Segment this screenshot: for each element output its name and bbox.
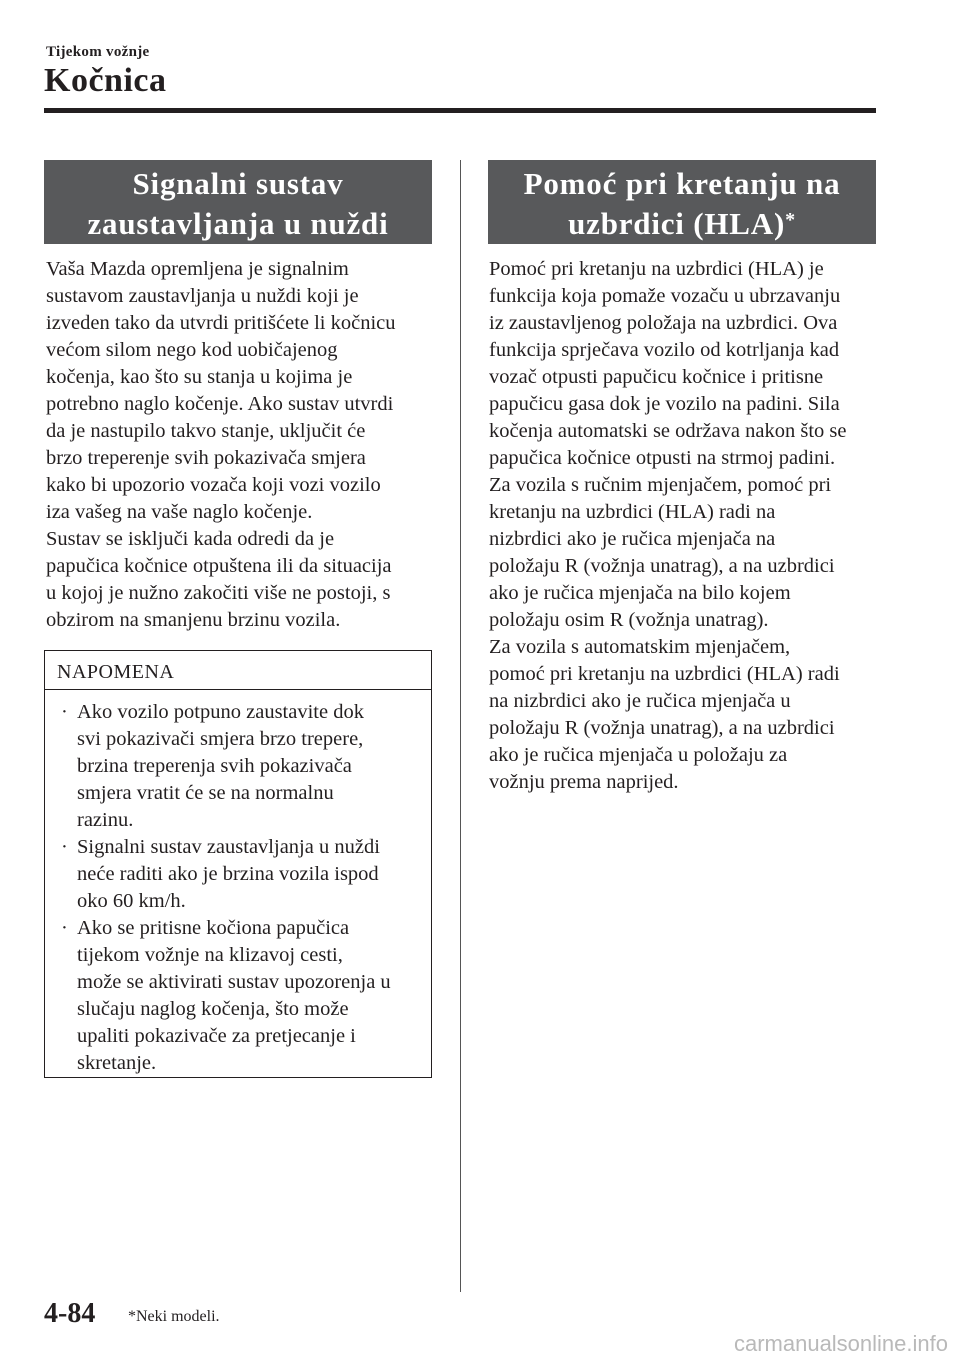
text-line: papučica kočnice otpuštena ili da situacija: [46, 555, 392, 577]
chapter-title: Kočnica: [44, 62, 167, 99]
note-item: [57, 915, 391, 1077]
text-line: izveden tako da utvrdi pritišćete li kočnicu: [46, 312, 396, 334]
watermark: carmanualsonline.info: [733, 1331, 948, 1356]
text-line: funkcija sprječava vozilo od kotrljanja kad: [489, 339, 840, 361]
text-line: ako je ručica mjenjača u položaju za: [489, 744, 788, 766]
note-title: NAPOMENA: [57, 661, 175, 683]
text-line: Za vozila s ručnim mjenjačem, pomoć pri: [489, 474, 832, 496]
text-line: položaju osim R (vožnja unatrag).: [489, 609, 769, 631]
column-divider: [460, 160, 461, 1292]
note-divider: [45, 689, 431, 690]
text-line: obzirom na smanjenu brzinu vozila.: [46, 609, 341, 631]
footnote-mark: *: [785, 209, 796, 231]
text-line: brzina treperenja svih pokazivača: [77, 755, 352, 777]
text-line: Za vozila s automatskim mjenjačem,: [489, 636, 791, 658]
text-line: u kojoj je nužno zakočiti više ne postoji, s: [46, 582, 391, 604]
text-line: vozač otpusti papučicu kočnice i pritisne: [489, 366, 824, 388]
hla-paragraph: [489, 256, 847, 796]
text-line: kočenja, kao što su stanja u kojima je: [46, 366, 353, 388]
note-item: [57, 699, 391, 834]
text-line: vožnju prema naprijed.: [489, 771, 679, 793]
text-line: skretanje.: [77, 1052, 157, 1074]
emergency-stop-paragraph: [46, 256, 396, 634]
text-line: Signalni sustav zaustavljanja u nuždi: [77, 836, 380, 858]
text-line: razinu.: [77, 809, 134, 831]
text-line: Ako se pritisne kočiona papučica: [77, 917, 350, 939]
text-line: da je nastupilo takvo stanje, uključit će: [46, 420, 366, 442]
text-line: upaliti pokazivače za pretjecanje i: [77, 1025, 356, 1047]
text-line: Sustav se isključi kada odredi da je: [46, 528, 335, 550]
text-line: papučica kočnice otpusti na strmoj padini.: [489, 447, 836, 469]
text-line: Vaša Mazda opremljena je signalnim: [46, 258, 349, 280]
text-line: potrebno naglo kočenje. Ako sustav utvrdi: [46, 393, 394, 415]
heading-text: uzbrdici (HLA): [568, 206, 786, 241]
text-line: ako je ručica mjenjača na bilo kojem: [489, 582, 791, 604]
emergency-stop-heading: [44, 160, 432, 244]
bullet-icon: ·: [61, 836, 68, 858]
text-line: sustavom zaustavljanja u nuždi koji je: [46, 285, 359, 307]
text-line: na nizbrdici ako je ručica mjenjača u: [489, 690, 791, 712]
text-line: svi pokazivači smjera brzo trepere,: [77, 728, 364, 750]
note-item: [57, 834, 391, 915]
text-line: papučicu gasa dok je vozilo na padini. Sila: [489, 393, 840, 415]
text-line: brzo treperenje svih pokazivača smjera: [46, 447, 366, 469]
text-line: može se aktivirati sustav upozorenja u: [77, 971, 391, 993]
text-line: oko 60 km/h.: [77, 890, 186, 912]
text-line: Ako vozilo potpuno zaustavite dok: [77, 701, 364, 723]
text-line: položaju R (vožnja unatrag), a na uzbrdici: [489, 717, 835, 739]
bullet-icon: ·: [61, 917, 68, 939]
heading-line: Signalni sustav: [132, 166, 344, 201]
text-line: neće raditi ako je brzina vozila ispod: [77, 863, 379, 885]
text-line: Pomoć pri kretanju na uzbrdici (HLA) je: [489, 258, 824, 280]
text-line: iz zaustavljenog položaja na uzbrdici. Ova: [489, 312, 838, 334]
text-line: kočenja automatski se održava nakon što se: [489, 420, 847, 442]
text-line: tijekom vožnje na klizavoj cesti,: [77, 944, 343, 966]
heading-line: zaustavljanja u nuždi: [87, 206, 389, 241]
note-box: [44, 650, 432, 1078]
text-line: iza vašeg na vaše naglo kočenje.: [46, 501, 313, 523]
text-line: položaju R (vožnja unatrag), a na uzbrdici: [489, 555, 835, 577]
text-line: pomoć pri kretanju na uzbrdici (HLA) radi: [489, 663, 840, 685]
text-line: smjera vratit će se na normalnu: [77, 782, 334, 804]
text-line: kako bi upozorio vozača koji vozi vozilo: [46, 474, 381, 496]
heading-line: [488, 204, 876, 244]
bullet-icon: ·: [61, 701, 68, 723]
text-line: većom silom nego kod uobičajenog: [46, 339, 338, 361]
header-rule: [44, 108, 876, 113]
text-line: nizbrdici ako je ručica mjenjača na: [489, 528, 776, 550]
hla-heading: [488, 160, 876, 244]
heading-line: Pomoć pri kretanju na: [523, 166, 841, 201]
text-line: slučaju naglog kočenja, što može: [77, 998, 349, 1020]
page-number: 4-84: [44, 1298, 96, 1329]
note-list: [57, 699, 391, 1077]
text-line: kretanju na uzbrdici (HLA) radi na: [489, 501, 776, 523]
text-line: funkcija koja pomaže vozaču u ubrzavanju: [489, 285, 841, 307]
footnote: *Neki modeli.: [128, 1308, 220, 1325]
section-label: Tijekom vožnje: [46, 44, 150, 60]
